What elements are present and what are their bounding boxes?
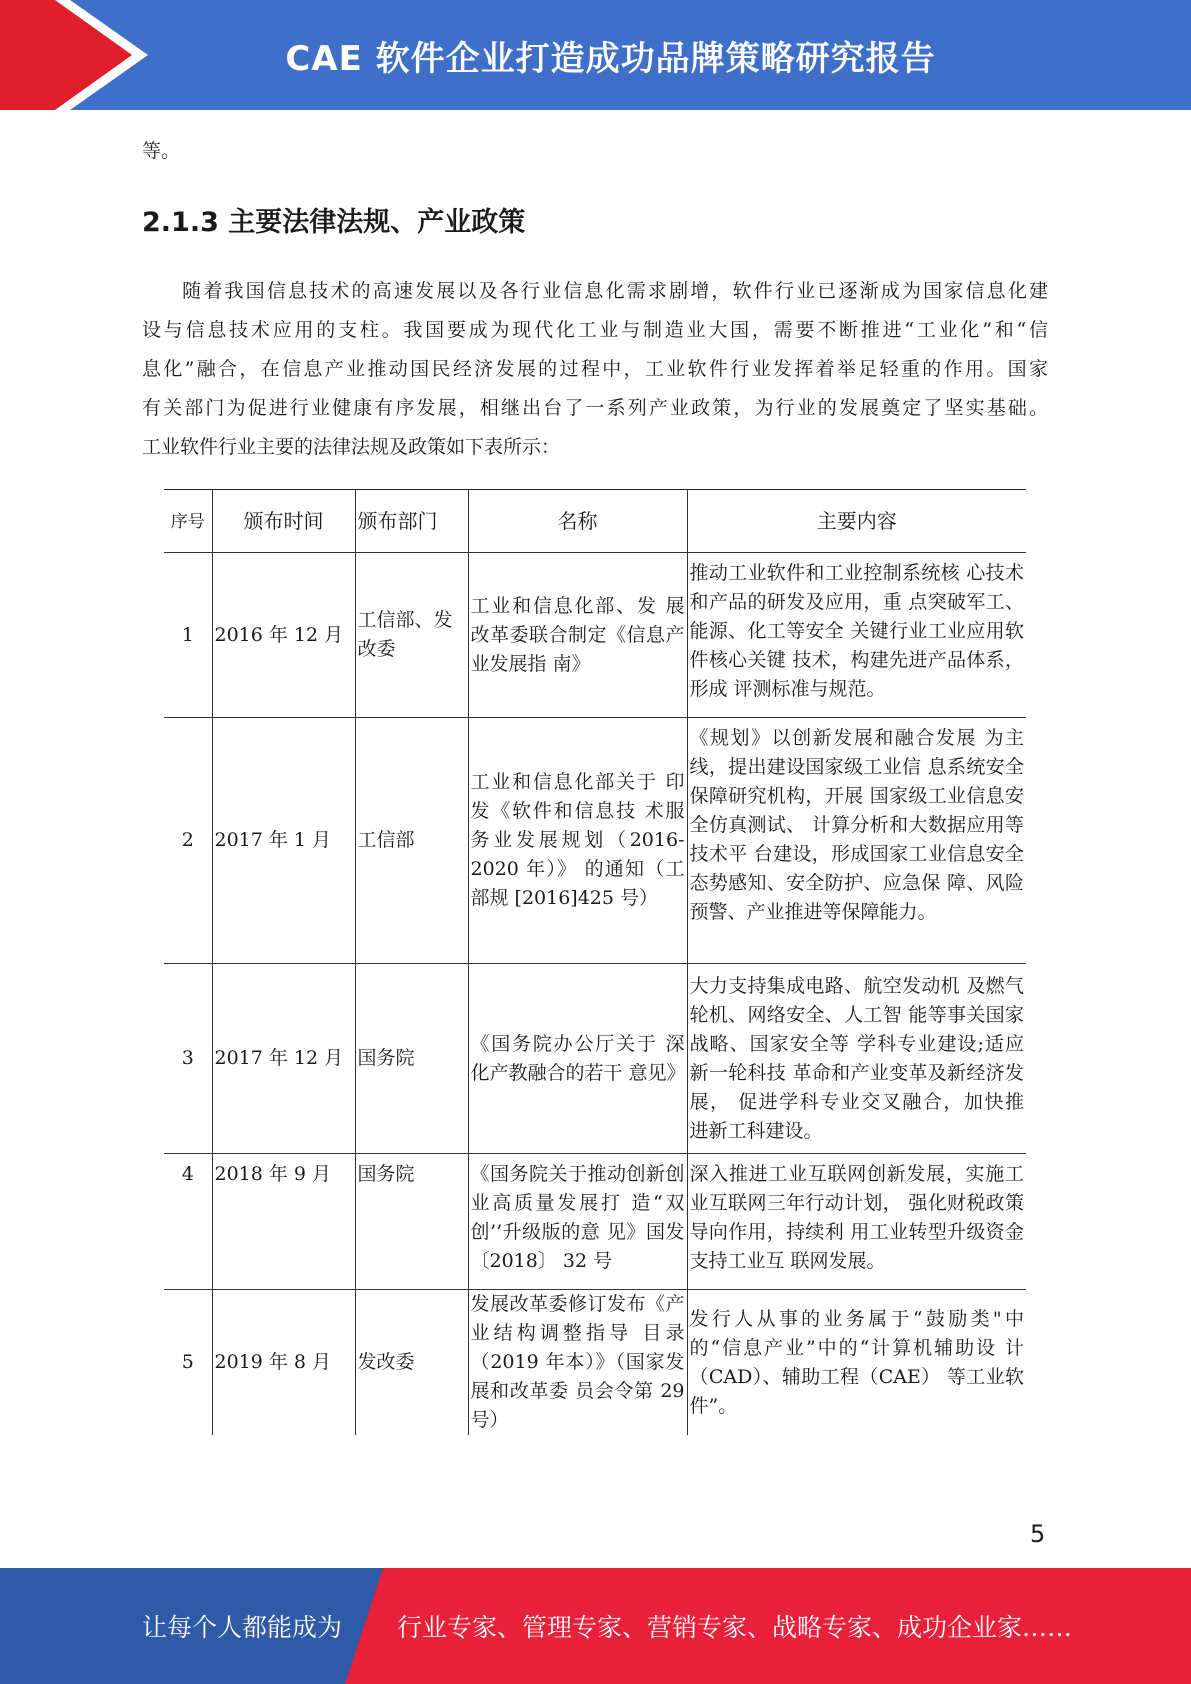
cell-content: 发行人从事的业务属于“鼓励类"中 的“信息产业”中的“计算机辅助设 计（CAD）、辅助工程（CAE） 等工业软件”。 <box>687 1290 1026 1436</box>
cell-dept: 工信部 <box>355 718 468 964</box>
footer-banner <box>0 1568 1191 1684</box>
cell-date: 2018 年 9 月 <box>212 1154 355 1290</box>
cell-date: 2017 年 12 月 <box>212 964 355 1154</box>
table-row <box>164 964 1026 1154</box>
footer-slogan-left: 让每个人都能成为 <box>142 1613 343 1642</box>
report-title: CAE 软件企业打造成功品牌策略研究报告 <box>285 38 936 79</box>
cell-name: 发展改革委修订发布《产业结构调整指导 目录（2019 年本）》（国家发展和改革委 员会令第 29 号） <box>468 1290 687 1436</box>
table-header-row <box>164 490 1026 553</box>
paragraph-line: 随着我国信息技术的高速发展以及各行业信息化需求剧增，软件行业已逐渐成为国家信息化建 <box>180 280 1048 302</box>
cell-content: 大力支持集成电路、航空发动机 及燃气轮机、网络安全、人工智 能等事关国家战略、国家安全等 学科专业建设;适应新一轮科技 革命和产业变革及新经济发展， 促进学科专业交叉融合，加快推 进新工科建设。 <box>687 964 1026 1154</box>
cell-content: 《规划》以创新发展和融合发展 为主线，提出建设国家级工业信 息系统安全保障研究机构，开展 国家级工业信息安全仿真测试、 计算分析和大数据应用等技术平 台建设，形成国家工业信息安全 态势感知、安全防护、应急保 障、风险预警、产业推进等保障能力。 <box>687 718 1026 964</box>
section-heading: 2.1.3 主要法律法规、产业政策 <box>142 207 526 238</box>
cell-dept: 发改委 <box>355 1290 468 1436</box>
table-row <box>164 1290 1026 1436</box>
cell-content: 深入推进工业互联网创新发展，实施工业互联网三年行动计划， 强化财税政策导向作用，持续利 用工业转型升级资金支持工业互 联网发展。 <box>687 1154 1026 1290</box>
page-number: 5 <box>1030 1520 1046 1548</box>
paragraph-line: 工业软件行业主要的法律法规及政策如下表所示： <box>142 436 561 458</box>
continuation-text: 等。 <box>142 140 181 162</box>
cell-date: 2019 年 8 月 <box>212 1290 355 1436</box>
cell-dept: 国务院 <box>355 964 468 1154</box>
paragraph-line: 设与信息技术应用的支柱。我国要成为现代化工业与制造业大国，需要不断推进“工业化”和“信 <box>142 319 1048 341</box>
cell-dept: 国务院 <box>355 1154 468 1290</box>
table-row <box>164 718 1026 964</box>
cell-name: 工业和信息化部关于 印发《软件和信息技 术服务业发展规划（2016-2020 年）》 的通知（工部规 [2016]425 号） <box>468 718 687 964</box>
cell-content: 推动工业软件和工业控制系统核 心技术和产品的研发及应用，重 点突破军工、能源、化工等安全 关键行业工业应用软件核心关键 技术，构建先进产品体系，形成 评测标准与规范。 <box>687 553 1026 718</box>
cell-no: 5 <box>164 1290 212 1436</box>
table-row <box>164 1154 1026 1290</box>
header-date: 颁布时间 <box>212 490 355 553</box>
header-arrow-icon <box>0 0 150 110</box>
footer-slogan-right: 行业专家、管理专家、营销专家、战略专家、成功企业家…… <box>397 1613 1073 1642</box>
cell-date: 2017 年 1 月 <box>212 718 355 964</box>
header-dept: 颁布部门 <box>355 490 468 553</box>
cell-no: 2 <box>164 718 212 964</box>
cell-dept: 工信部、发改委 <box>355 553 468 718</box>
paragraph-line: 息化”融合，在信息产业推动国民经济发展的过程中，工业软件行业发挥着举足轻重的作用。国家 <box>142 358 1048 380</box>
cell-name: 工业和信息化部、发 展改革委联合制定《信息产业发展指 南》 <box>468 553 687 718</box>
policy-table <box>164 489 1026 1435</box>
cell-no: 4 <box>164 1154 212 1290</box>
header-name: 名称 <box>468 490 687 553</box>
paragraph-line: 有关部门为促进行业健康有序发展，相继出台了一系列产业政策，为行业的发展奠定了坚实基础。 <box>142 397 1048 419</box>
cell-no: 1 <box>164 553 212 718</box>
intro-paragraph <box>142 272 1048 467</box>
cell-name: 《国务院关于推动创新创业高质量发展打 造“双创’’升级版的意 见》国发〔2018〕 32 号 <box>468 1154 687 1290</box>
cell-date: 2016 年 12 月 <box>212 553 355 718</box>
header-content: 主要内容 <box>687 490 1026 553</box>
table-row <box>164 553 1026 718</box>
header-no: 序号 <box>164 490 212 553</box>
cell-no: 3 <box>164 964 212 1154</box>
cell-name: 《国务院办公厅关于 深化产教融合的若干 意见》 <box>468 964 687 1154</box>
header-banner <box>0 0 1191 110</box>
